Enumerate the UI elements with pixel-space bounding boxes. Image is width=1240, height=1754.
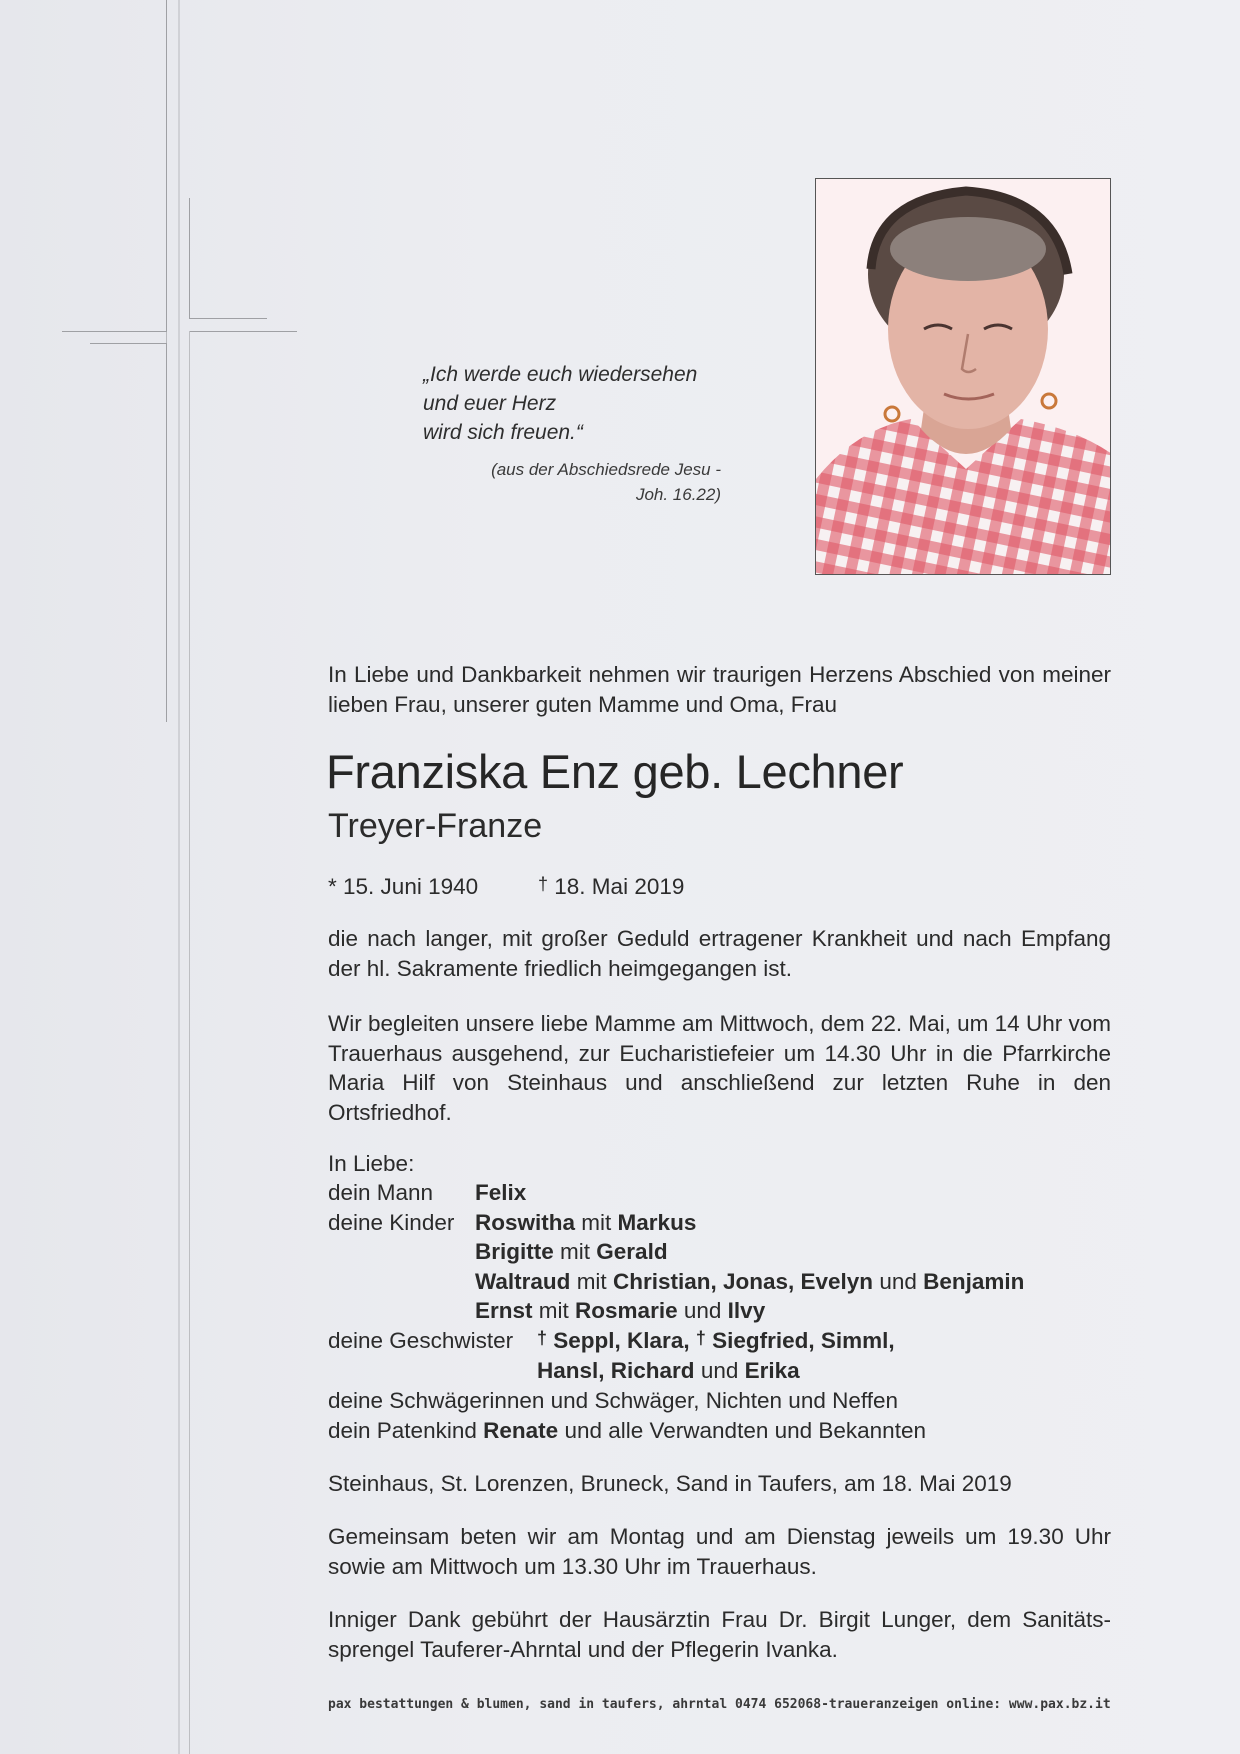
sibling-and: und (700, 1358, 739, 1383)
portrait-image (816, 179, 1111, 575)
prayer-text: Gemeinsam beten wir am Montag und am Dienstag jeweils um 19.30 Uhr sowie am Mittwoch um 13.30 Uhr im Trauerhaus. (328, 1524, 1111, 1579)
place-date: Steinhaus, St. Lorenzen, Bruneck, Sand in Taufers, am 18. Mai 2019 (328, 1471, 1012, 1496)
child-extra: Ilvy (727, 1298, 766, 1323)
siblings-label: deine Geschwister (328, 1328, 514, 1353)
sibling-names: Seppl, Klara, (553, 1328, 690, 1353)
children-label: deine Kinder (328, 1210, 455, 1235)
child-partner: Rosmarie (575, 1298, 678, 1323)
godchild-rest: und alle Verwandten und Bekannten (564, 1418, 926, 1443)
child-row (475, 1208, 696, 1238)
husband-name (475, 1178, 526, 1208)
child-name: Roswitha (475, 1210, 576, 1235)
siblings-row (537, 1356, 800, 1386)
birth-symbol: * (328, 874, 337, 899)
quote-source-line: (aus der Abschiedsrede Jesu - (491, 460, 721, 479)
husband-name-value: Felix (475, 1180, 527, 1205)
child-row (475, 1237, 668, 1267)
funeral-text: Wir begleiten unsere liebe Mamme am Mittwoch, dem 22. Mai, um 14 Uhr vom Trauerhaus ausgehend, zur Eucharistiefeier um 14.30 Uhr in die Pfarrkirche Maria Hilf von Steinhaus und anschließend zur letzten Ruhe in den Ortsfriedhof. (328, 1011, 1111, 1125)
family-heading: In Liebe: (328, 1151, 415, 1176)
child-name: Ernst (475, 1298, 533, 1323)
death-date-value: 18. Mai 2019 (554, 874, 685, 899)
sibling-cross-icon: † (695, 1328, 706, 1348)
birth-date-value: 15. Juni 1940 (343, 874, 479, 899)
quote-line: und euer Herz (423, 392, 557, 415)
godchild-label: dein Patenkind (328, 1418, 477, 1443)
child-sep: mit (560, 1239, 591, 1264)
child-and: und (879, 1269, 917, 1294)
quote-source (423, 457, 721, 507)
child-partner: Christian, Jonas, Evelyn (612, 1269, 874, 1294)
inlaws-line: deine Schwägerinnen und Schwäger, Nichten und Neffen (328, 1388, 898, 1413)
thanks-text: Inniger Dank gebührt der Hausärztin Frau Dr. Birgit Lunger, dem Sanitäts-sprengel Tauferer-Ahrntal und der Pflegerin Ivanka. (328, 1607, 1111, 1662)
sibling-names: Siegfried, Simml, (712, 1328, 895, 1353)
child-partner: Markus (617, 1210, 697, 1235)
child-row (475, 1267, 1024, 1297)
child-row (475, 1296, 765, 1326)
funeral-home-footer: pax bestattungen & blumen, sand in taufers, ahrntal 0474 652068-traueranzeigen online: www.pax.bz.it (328, 1697, 1111, 1712)
child-name: Brigitte (475, 1239, 554, 1264)
death-date (538, 872, 684, 903)
godchild-line (328, 1416, 926, 1446)
house-name: Treyer-Franze (328, 807, 543, 845)
child-extra: Benjamin (923, 1269, 1025, 1294)
left-border-line (178, 0, 180, 1754)
godchild-name: Renate (483, 1418, 559, 1443)
deceased-name: Franziska Enz geb. Lechner (326, 745, 904, 798)
child-sep: mit (538, 1298, 569, 1323)
child-name: Waltraud (475, 1269, 571, 1294)
death-cross-icon: † (538, 874, 549, 894)
portrait-photo (815, 178, 1111, 575)
quote-line: „Ich werde euch wiedersehen (423, 363, 698, 386)
siblings-row (537, 1326, 895, 1357)
sibling-names: Hansl, Richard (537, 1358, 695, 1383)
husband-label: dein Mann (328, 1180, 434, 1205)
sibling-cross-icon: † (537, 1328, 548, 1348)
child-sep: mit (576, 1269, 607, 1294)
passing-text: die nach langer, mit großer Geduld ertragener Krankheit und nach Empfang der hl. Sakramente friedlich heimgegangen ist. (328, 926, 1111, 981)
sibling-names: Erika (744, 1358, 800, 1383)
child-partner: Gerald (596, 1239, 668, 1264)
child-and: und (683, 1298, 722, 1323)
bible-quote (423, 360, 723, 447)
birth-date (328, 872, 478, 902)
quote-source-line: Joh. 16.22) (635, 485, 721, 504)
quote-line: wird sich freuen.“ (423, 421, 583, 444)
intro-text: In Liebe und Dankbarkeit nehmen wir traurigen Herzens Abschied von meiner lieben Frau, unserer guten Mamme und Oma, Frau (328, 662, 1111, 717)
child-sep: mit (581, 1210, 612, 1235)
